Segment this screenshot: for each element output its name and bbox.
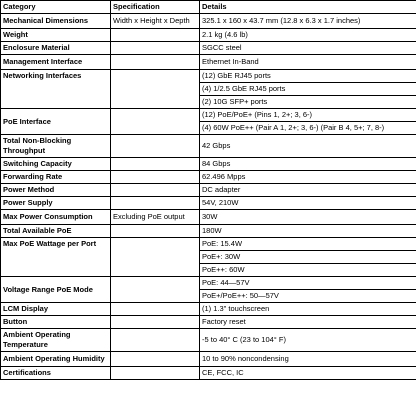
row-details: DC adapter <box>200 184 416 197</box>
row-details: PoE+: 30W <box>200 251 416 264</box>
row-specification <box>111 55 200 70</box>
table-row <box>1 55 416 70</box>
row-specification <box>111 329 200 352</box>
row-category: Total Non-Blocking Throughput <box>1 135 111 158</box>
row-category: Power Method <box>1 184 111 197</box>
table-row <box>1 14 416 29</box>
table-row <box>1 238 416 251</box>
row-details: PoE: 15.4W <box>200 238 416 251</box>
table-row <box>1 316 416 329</box>
row-specification <box>111 29 200 42</box>
row-details: Factory reset <box>200 316 416 329</box>
row-details: 30W <box>200 210 416 225</box>
row-specification: Excluding PoE output <box>111 210 200 225</box>
row-details: 2.1 kg (4.6 lb) <box>200 29 416 42</box>
row-specification <box>111 184 200 197</box>
row-details: 180W <box>200 225 416 238</box>
row-details: 42 Gbps <box>200 135 416 158</box>
row-category: Total Available PoE <box>1 225 111 238</box>
row-category: Forwarding Rate <box>1 171 111 184</box>
column-header-category: Category <box>1 1 111 14</box>
row-details: -5 to 40° C (23 to 104° F) <box>200 329 416 352</box>
table-row <box>1 210 416 225</box>
row-details: Ethernet In-Band <box>200 55 416 70</box>
row-details: (4) 60W PoE++ (Pair A 1, 2+; 3, 6-) (Pair B 4, 5+; 7, 8-) <box>200 122 416 135</box>
row-specification <box>111 225 200 238</box>
row-details: (1) 1.3" touchscreen <box>200 303 416 316</box>
row-details: 10 to 90% noncondensing <box>200 352 416 367</box>
row-specification <box>111 42 200 55</box>
table-row <box>1 135 416 158</box>
row-details: PoE+/PoE++: 50—57V <box>200 290 416 303</box>
row-details: PoE++: 60W <box>200 264 416 277</box>
row-specification <box>111 352 200 367</box>
row-specification <box>111 238 200 277</box>
row-category: Button <box>1 316 111 329</box>
row-details: (2) 10G SFP+ ports <box>200 96 416 109</box>
table-row <box>1 184 416 197</box>
table-row <box>1 109 416 122</box>
row-category: PoE Interface <box>1 109 111 135</box>
row-specification <box>111 171 200 184</box>
row-specification <box>111 367 200 380</box>
table-row <box>1 329 416 352</box>
row-specification <box>111 70 200 109</box>
row-specification <box>111 316 200 329</box>
row-category: Enclosure Material <box>1 42 111 55</box>
row-details: 84 Gbps <box>200 158 416 171</box>
row-specification <box>111 135 200 158</box>
row-specification <box>111 109 200 135</box>
row-category: Weight <box>1 29 111 42</box>
table-row <box>1 158 416 171</box>
row-category: Ambient Operating Temperature <box>1 329 111 352</box>
row-category: Voltage Range PoE Mode <box>1 277 111 303</box>
row-specification <box>111 197 200 210</box>
table-row <box>1 303 416 316</box>
row-specification <box>111 303 200 316</box>
table-row <box>1 70 416 83</box>
row-details: 54V, 210W <box>200 197 416 210</box>
row-details: (4) 1/2.5 GbE RJ45 ports <box>200 83 416 96</box>
table-row <box>1 367 416 380</box>
row-details: CE, FCC, IC <box>200 367 416 380</box>
table-row <box>1 42 416 55</box>
row-category: LCM Display <box>1 303 111 316</box>
row-details: 62.496 Mpps <box>200 171 416 184</box>
row-category: Max PoE Wattage per Port <box>1 238 111 277</box>
row-details: (12) GbE RJ45 ports <box>200 70 416 83</box>
table-row <box>1 277 416 290</box>
row-details: SGCC steel <box>200 42 416 55</box>
column-header-details: Details <box>200 1 416 14</box>
table-row <box>1 29 416 42</box>
row-specification <box>111 277 200 303</box>
header-row <box>1 1 416 14</box>
table-row <box>1 197 416 210</box>
row-category: Max Power Consumption <box>1 210 111 225</box>
row-category: Mechanical Dimensions <box>1 14 111 29</box>
row-category: Switching Capacity <box>1 158 111 171</box>
row-category: Networking Interfaces <box>1 70 111 109</box>
row-category: Certifications <box>1 367 111 380</box>
row-details: PoE: 44—57V <box>200 277 416 290</box>
row-category: Power Supply <box>1 197 111 210</box>
column-header-specification: Specification <box>111 1 200 14</box>
row-category: Ambient Operating Humidity <box>1 352 111 367</box>
row-specification: Width x Height x Depth <box>111 14 200 29</box>
table-row <box>1 352 416 367</box>
row-category: Management Interface <box>1 55 111 70</box>
table-row <box>1 171 416 184</box>
row-details: (12) PoE/PoE+ (Pins 1, 2+; 3, 6-) <box>200 109 416 122</box>
row-details: 325.1 x 160 x 43.7 mm (12.8 x 6.3 x 1.7 inches) <box>200 14 416 29</box>
table-row <box>1 225 416 238</box>
row-specification <box>111 158 200 171</box>
